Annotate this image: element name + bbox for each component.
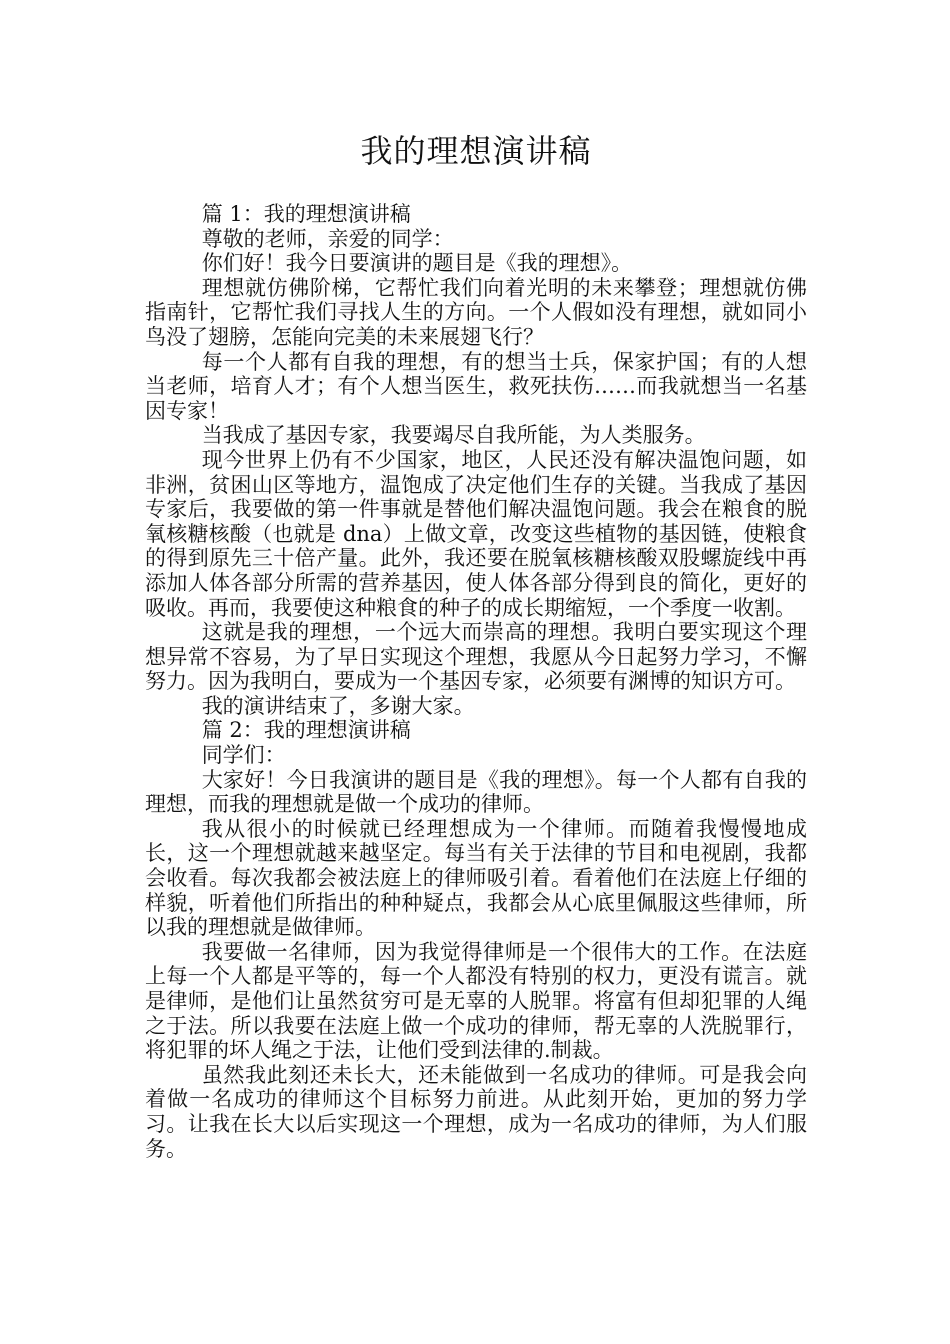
- closing-paragraph-1: 我的演讲结束了，多谢大家。: [201, 693, 475, 718]
- body-paragraph: 虽然我此刻还未长大，还未能做到一名成功的律师。可是我会向着做一名成功的律师这个目标努力前进。从此刻开始，更加的努力学习。让我在长大以后实现这一个理想，成为一名成功的律师，为人们服务。: [145, 1062, 807, 1161]
- salutation-2: 同学们：: [201, 743, 286, 768]
- section-heading-2: 篇 2：我的理想演讲稿: [201, 718, 411, 743]
- body-paragraph: 每一个人都有自我的理想，有的想当士兵，保家护国；有的人想当老师，培育人才；有个人想当医生，救死扶伤……而我就想当一名基因专家！: [145, 349, 807, 423]
- body-paragraph: 现今世界上仍有不少国家，地区，人民还没有解决温饱问题，如非洲，贫困山区等地方，温饱成了决定他们生存的关键。当我成了基因专家后，我要做的第一件事就是替他们解决温饱问题。我会在粮食的脱氧核糖核酸（也就是 dna）上做文章，改变这些植物的基因链，使粮食的得到原先三十倍产量。此外，我还要在脱氧核糖核酸双股螺旋线中再添加人体各部分所需的营养基因，使人体各部分得到良的简化，更好的吸收。再而，我要使这种粮食的种子的成长期缩短，一个季度一收割。: [145, 447, 807, 620]
- document-page: [145, 130, 807, 1161]
- salutation-1: 尊敬的老师，亲爱的同学：: [201, 226, 454, 251]
- document-title: 我的理想演讲稿: [360, 132, 592, 170]
- document-body: [145, 202, 807, 1161]
- body-paragraph: 我从很小的时候就已经理想成为一个律师。而随着我慢慢地成长，这一个理想就越来越坚定。每当有关于法律的节目和电视剧，我都会收看。每次我都会被法庭上的律师吸引着。看着他们在法庭上仔细的样貌，听着他们所指出的种种疑点，我都会从心底里佩服这些律师，所以我的理想就是做律师。: [145, 816, 807, 940]
- body-paragraph: 当我成了基因专家，我要竭尽自我所能，为人类服务。: [201, 423, 706, 448]
- body-paragraph: 这就是我的理想，一个远大而崇高的理想。我明白要实现这个理想异常不容易，为了早日实现这个理想，我愿从今日起努力学习，不懈努力。因为我明白，要成为一个基因专家，必须要有渊博的知识方可。: [145, 620, 807, 694]
- body-paragraph: 理想就仿佛阶梯，它帮忙我们向着光明的未来攀登；理想就仿佛指南针，它帮忙我们寻找人生的方向。一个人假如没有理想，就如同小鸟没了翅膀，怎能向完美的未来展翅飞行？: [145, 275, 807, 349]
- body-paragraph: 我要做一名律师，因为我觉得律师是一个很伟大的工作。在法庭上每一个人都是平等的，每一个人都没有特别的权力，更没有谎言。就是律师，是他们让虽然贫穷可是无辜的人脱罪。将富有但却犯罪的人绳之于法。所以我要在法庭上做一个成功的律师，帮无辜的人洗脱罪行，将犯罪的坏人绳之于法，让他们受到法律的.制裁。: [145, 939, 807, 1063]
- section-heading-1: 篇 1：我的理想演讲稿: [201, 202, 411, 226]
- greeting-paragraph-2: 大家好！今日我演讲的题目是《我的理想》。每一个人都有自我的理想，而我的理想就是做一个成功的律师。: [145, 767, 807, 817]
- greeting-paragraph-1: 你们好！我今日要演讲的题目是《我的理想》。: [201, 251, 633, 276]
